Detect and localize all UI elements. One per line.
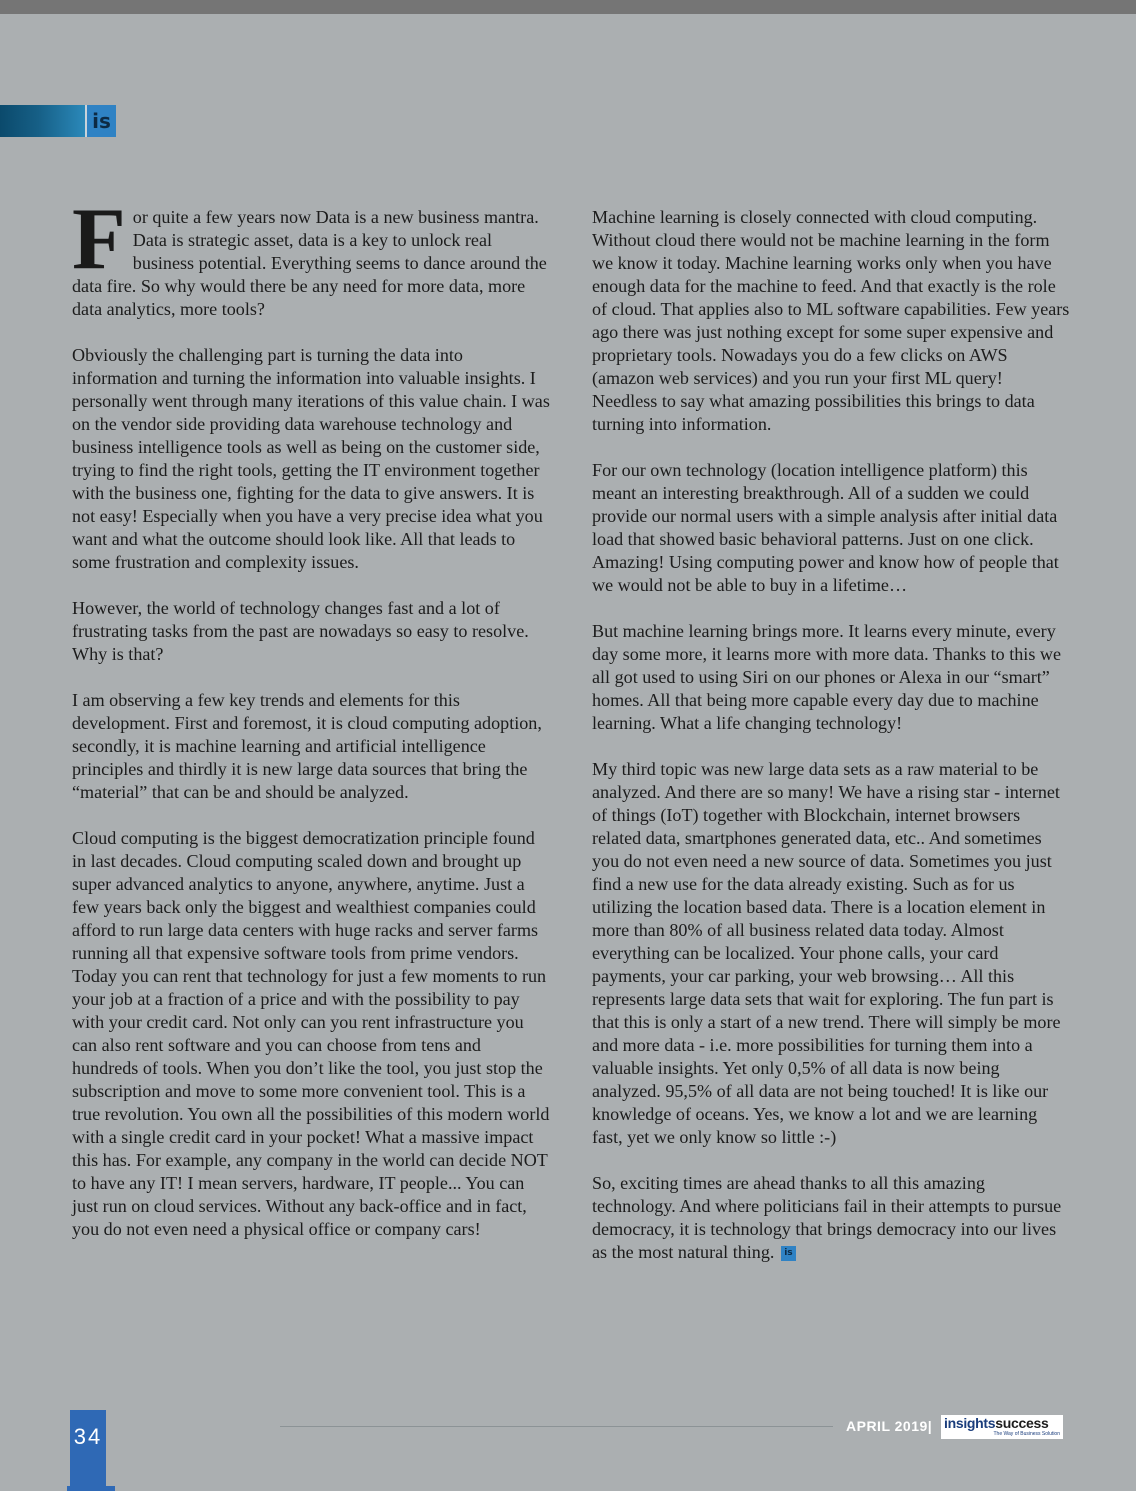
end-mark-icon: is	[781, 1246, 796, 1261]
closing-text: So, exciting times are ahead thanks to all this amazing technology. And where politicians fail in their attempts to pursue democracy, it is technology that brings democracy into our lives as the most natural thing.	[592, 1173, 1062, 1262]
page-number: 34	[73, 1424, 103, 1449]
paragraph: However, the world of technology changes fast and a lot of frustrating tasks from the past are nowadays so easy to resolve. Why is that?	[72, 598, 529, 664]
paragraph: For our own technology (location intelligence platform) this meant an interesting breakthrough. All of a sudden we could provide our normal users with a simple analysis after initial data load that showed basic behavioral patterns. Just on one click. Amazing! Using computing power and know how of people that we would not be able to buy in a lifetime…	[592, 460, 1059, 595]
drop-cap: F	[72, 191, 126, 288]
page-number-tab-base	[67, 1486, 115, 1491]
article-left-column	[72, 191, 550, 1264]
paragraph: My third topic was new large data sets as a raw material to be analyzed. And there are so many! We have a rising star - internet of things (IoT) together with Blockchain, internet browsers related data, smartphones generated data, etc.. And sometimes you do not even need a new source of data. Sometimes you just find a new use for the data already existing. Such as for us utilizing the location based data. There is a location element in more than 80% of all business related data today. Almost everything can be localized. Your phone calls, your card payments, your car parking, your web browsing… All this represents large data sets that wait for exploring. The fun part is that this is only a start of a new trend. There will simply be more and more data - i.e. more possibilities for turning them into a valuable insights. Yet only 0,5% of all data is now being analyzed. 95,5% of all data are not being touched! It is like our knowledge of oceans. Yes, we know a lot and we are learning fast, yet we only know so little :-)	[592, 759, 1061, 1147]
magazine-logo-icon: is	[85, 105, 116, 137]
paragraph: I am observing a few key trends and elements for this development. First and foremost, it is cloud computing adoption, secondly, it is machine learning and artificial intelligence principles and thirdly it is new large data sources that bring the “material” that can be and should be analyzed.	[72, 690, 542, 802]
logo-word-success: success	[995, 1415, 1049, 1431]
page-number-tab	[70, 1410, 106, 1491]
logo-wordmark	[944, 1416, 1060, 1431]
header-gradient-strip	[0, 105, 85, 137]
paragraph-closing	[592, 1172, 1070, 1264]
logo-word-insights: insights	[944, 1415, 996, 1431]
insights-success-logo	[941, 1415, 1063, 1439]
paragraph: Obviously the challenging part is turning the data into information and turning the information into valuable insights. I personally went through many iterations of this value chain. I was on the vendor side providing data warehouse technology and business intelligence tools as well as being on the customer side, trying to find the right tools, getting the IT environment together with the business one, fighting for the data to give answers. It is not easy! Especially when you have a very precise idea what you want and what the outcome should look like. All that leads to some frustration and complexity issues.	[72, 345, 550, 572]
issue-date: APRIL 2019|	[846, 1418, 933, 1434]
top-bar	[0, 0, 1136, 14]
footer-divider	[280, 1426, 833, 1427]
paragraph: But machine learning brings more. It learns every minute, every day some more, it learns more with more data. Thanks to this we all got used to using Siri on our phones or Alexa in our “smart” homes. All that being more capable every day due to machine learning. What a life changing technology!	[592, 621, 1061, 733]
intro-text: or quite a few years now Data is a new business mantra. Data is strategic asset, data is a key to unlock real business potential. Everything seems to dance around the data fire. So why would there be any need for more data, more data analytics, more tools?	[72, 207, 547, 319]
paragraph-intro	[72, 191, 550, 321]
paragraph: Machine learning is closely connected with cloud computing. Without cloud there would not be machine learning in the form we know it today. Machine learning works only when you have enough data for the machine to feed. And that exactly is the role of cloud. That applies also to ML software capabilities. Few years ago there was just nothing except for some super expensive and proprietary tools. Nowadays you do a few clicks on AWS (amazon web services) and you run your first ML query! Needless to say what amazing possibilities this brings to data turning into information.	[592, 207, 1070, 434]
paragraph: Cloud computing is the biggest democratization principle found in last decades. Cloud computing scaled down and brought up super advanced analytics to anyone, anywhere, anytime. Just a few years back only the biggest and wealthiest companies could afford to run large data centers with huge racks and server farms running all that expensive software tools from prime vendors. Today you can rent that technology for just a few moments to run your job at a fraction of a price and with the possibility to pay with your credit card. Not only can you rent infrastructure you can also rent software and you can choose from tens and hundreds of tools. When you don’t like the tool, you just stop the subscription and move to some more convenient tool. This is a true revolution. You own all the possibilities of this modern world with a single credit card in your pocket! What a massive impact this has. For example, any company in the world can decide NOT to have any IT! I mean servers, hardware, IT people... You can just run on cloud services. Without any back-office and in fact, you do not even need a physical office or company cars!	[72, 828, 550, 1239]
article-right-column	[592, 206, 1070, 1287]
logo-tagline: The Way of Business Solution	[993, 1431, 1060, 1437]
